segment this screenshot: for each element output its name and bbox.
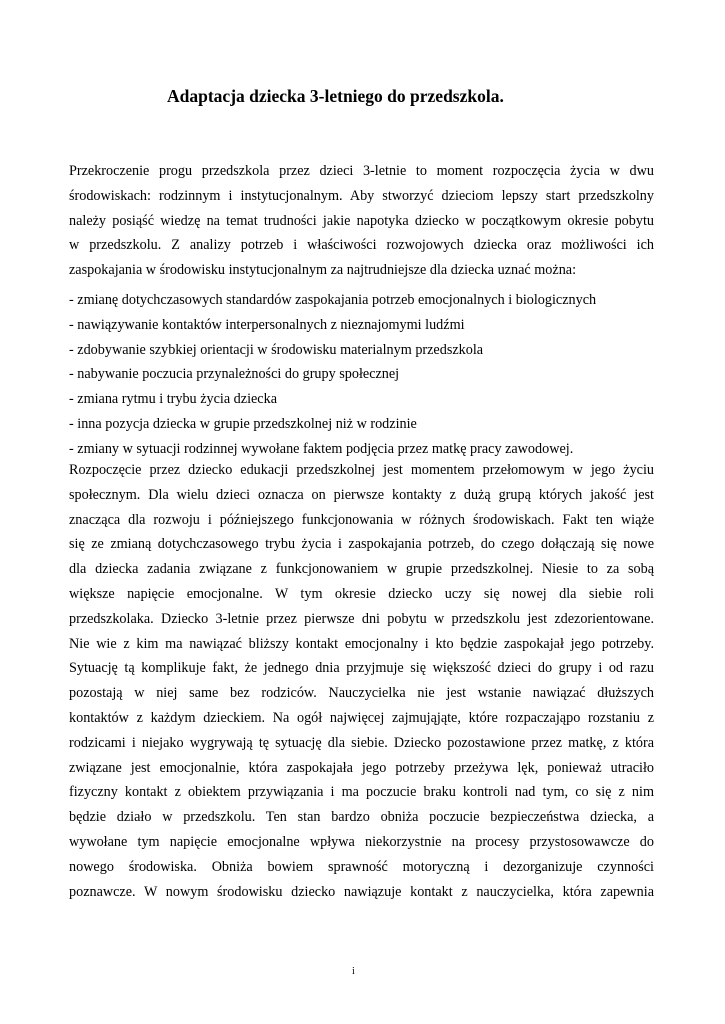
text-line: rodzicami i niejako wygrywają tę sytuację dla siebie. Dziecko pozostawione przez matkę, z która xyxy=(69,734,654,751)
text-line: większe napięcie emocjonalne. W tym okresie dziecko uczy się nowej dla siebie roli xyxy=(69,585,654,602)
paragraph-intro xyxy=(69,159,654,283)
text-line: wywołane tym napięcie emocjonalne wpływa niekorzystnie na procesy przystosowawcze do xyxy=(69,833,654,850)
text-line: kontaktów z każdym dzieckiem. Na ogół najwięcej zajmująjąte, które rozpaczająpo rozstaniu z xyxy=(69,709,654,726)
text-line: poznawcze. W nowym środowisku dziecko nawiązuje kontakt z nauczycielka, która zapewnia xyxy=(69,883,654,900)
list-item: - zmiana rytmu i trybu życia dziecka xyxy=(69,391,277,408)
page-number: i xyxy=(352,966,355,977)
list-item: - zdobywanie szybkiej orientacji w środowisku materialnym przedszkola xyxy=(69,341,484,358)
text-line: się ze zmianą dotychczasowego trybu życia i zaspokajania potrzeb, do czego dołączają się nowe xyxy=(69,536,654,553)
text-line: należy posiąść wiedzę na temat trudności jakie napotyka dziecko w początkowym okresie pobytu xyxy=(69,212,654,229)
text-line: będzie działo w przedszkolu. Ten stan bardzo obniża poczucie bezpieczeństwa dziecka, a xyxy=(69,809,654,826)
text-line: przedszkolaka. Dziecko 3-letnie przez pierwsze dni pobytu w przedszkolu jest zdezorientowane. xyxy=(69,610,654,627)
difficulties-list xyxy=(69,288,654,462)
list-item: - nawiązywanie kontaktów interpersonalnych z nieznajomymi ludźmi xyxy=(69,316,465,333)
text-line: znacząca dla rozwoju i późniejszego funkcjonowania w różnych środowiskach. Fakt ten wiąże xyxy=(69,511,654,528)
text-line: pozostają w niej same bez rodziców. Nauczycielka nie jest wstanie nawiązać dłuższych xyxy=(69,685,654,702)
text-line: środowiskach: rodzinnym i instytucjonalnym. Aby stworzyć dzieciom lepszy start przedszkolny xyxy=(69,187,654,204)
text-line: dla dziecka zadania związane z funkcjonowaniem w grupie przedszkolnej. Niesie to za sobą xyxy=(69,561,654,578)
text-line: Rozpoczęcie przez dziecko edukacji przedszkolnej jest momentem przełomowym w jego życiu xyxy=(69,462,654,478)
list-item: - zmianę dotychczasowych standardów zaspokajania potrzeb emocjonalnych i biologicznych xyxy=(69,292,597,308)
text-line: związane jest emocjonalnie, która zaspokajała jego potrzeby przeżywa lęk, ponieważ utraciło xyxy=(69,759,654,776)
text-line: społecznym. Dla wielu dzieci oznacza on pierwsze kontakty z dużą grupą których jakość jest xyxy=(69,486,654,503)
document-title: Adaptacja dziecka 3-letniego do przedszkola. xyxy=(167,86,504,106)
list-item: - zmiany w sytuacji rodzinnej wywołane faktem podjęcia przez matkę pracy zawodowej. xyxy=(69,440,574,457)
text-line: Sytuację tą komplikuje fakt, że jednego dnia przyjmuje się większość dzieci do grupy i od razu xyxy=(69,660,654,677)
text-line: w przedszkolu. Z analizy potrzeb i właściwości rozwojowych dziecka oraz możliwości ich xyxy=(69,237,654,254)
list-item: - inna pozycja dziecka w grupie przedszkolnej niż w rodzinie xyxy=(69,415,417,432)
text-line: fizyczny kontakt z obiektem przywiązania i ma poczucie braku kontroli nad tym, co się z nim xyxy=(69,784,654,801)
text-line: Nie wie z kim ma nawiązać bliższy kontakt emocjonalny i kto będzie zaspokajał jego potrzeby. xyxy=(69,635,654,652)
paragraph-main xyxy=(69,458,654,904)
text-line: Przekroczenie progu przedszkola przez dzieci 3-letnie to moment rozpoczęcia życia w dwu xyxy=(69,163,654,179)
text-line: zaspokajania w środowisku instytucjonalnym za najtrudniejsze dla dziecka uznać można: xyxy=(69,262,577,279)
list-item: - nabywanie poczucia przynależności do grupy społecznej xyxy=(69,366,400,383)
text-line: nowego środowiska. Obniża bowiem sprawność motoryczną i dezorganizuje czynności xyxy=(69,858,654,875)
